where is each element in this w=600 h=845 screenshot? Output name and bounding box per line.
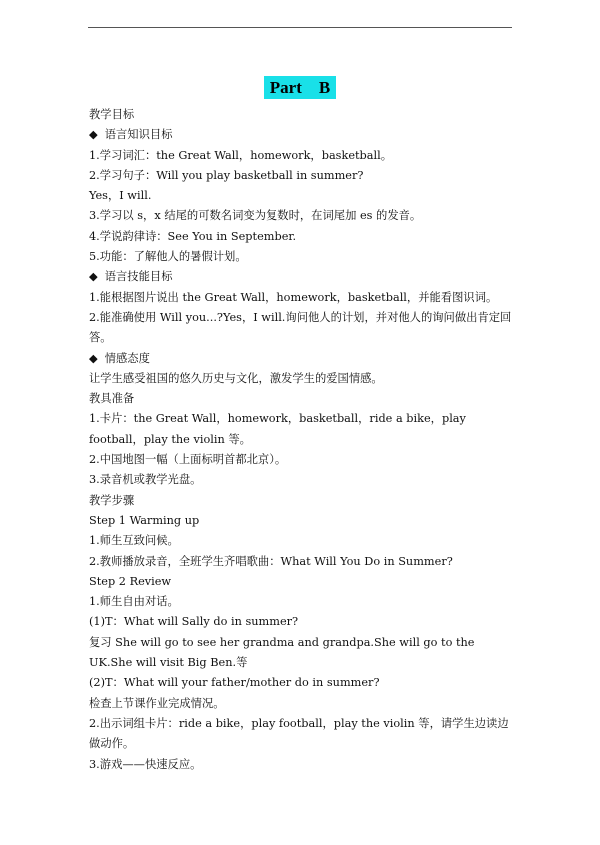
text-line: 2.中国地图一幅（上面标明首都北京）。	[89, 453, 287, 467]
document-body	[89, 105, 514, 775]
text-paragraph: 2.能准确使用 Will you...?Yes，I will.询问他人的计划，并对他人的询问做出肯定回答。	[89, 310, 512, 345]
section-heading: 教学目标	[89, 108, 135, 121]
text-line: (1)T：What will Sally do in summer?	[89, 615, 299, 629]
text-line: 3.学习以 s，x 结尾的可数名词变为复数时，在词尾加 es 的发音。	[89, 209, 422, 223]
bullet-heading: ◆ 情感态度	[89, 349, 514, 369]
title-container	[0, 76, 600, 99]
text-line: 1.学习词汇：the Great Wall，homework，basketball。	[89, 148, 393, 162]
text-line: 检查上节课作业完成情况。	[89, 696, 225, 710]
text-line: 2.教师播放录音，全班学生齐唱歌曲：What Will You Do in Summer?	[89, 554, 453, 568]
step-heading: Step 2 Review	[89, 574, 172, 588]
page-title: Part B	[264, 76, 336, 99]
text-line: 3.录音机或教学光盘。	[89, 473, 202, 487]
section-heading: 教具准备	[89, 392, 135, 406]
text-line: 4.学说韵律诗：See You in September.	[89, 229, 297, 243]
text-paragraph: 2.出示词组卡片：ride a bike，play football，play the violin 等，请学生边读边做动作。	[89, 716, 509, 751]
text-line: Yes，I will.	[89, 189, 152, 203]
bullet-heading: ◆ 语言技能目标	[89, 267, 514, 287]
text-line: 2.学习句子：Will you play basketball in summer?	[89, 168, 364, 182]
text-paragraph: 复习 She will go to see her grandma and grandpa.She will go to the UK.She will visit Big Ben.等	[89, 635, 475, 670]
text-line: (2)T：What will your father/mother do in summer?	[89, 676, 380, 690]
text-line: 5.功能：了解他人的暑假计划。	[89, 250, 247, 264]
step-heading: Step 1 Warming up	[89, 513, 200, 527]
text-line: 让学生感受祖国的悠久历史与文化，激发学生的爱国情感。	[89, 371, 383, 385]
header-rule	[88, 27, 512, 28]
text-paragraph: 1.卡片：the Great Wall，homework，basketball，ride a bike，play football，play the violin 等。	[89, 412, 466, 446]
text-line: 1.师生互致问候。	[89, 534, 179, 548]
bullet-heading: ◆ 语言知识目标	[89, 125, 514, 145]
section-heading: 教学步骤	[89, 493, 135, 507]
text-line: 1.师生自由对话。	[89, 595, 179, 609]
text-line: 3.游戏——快速反应。	[89, 757, 202, 771]
text-line: 1.能根据图片说出 the Great Wall，homework，basketball，并能看图识词。	[89, 290, 498, 304]
